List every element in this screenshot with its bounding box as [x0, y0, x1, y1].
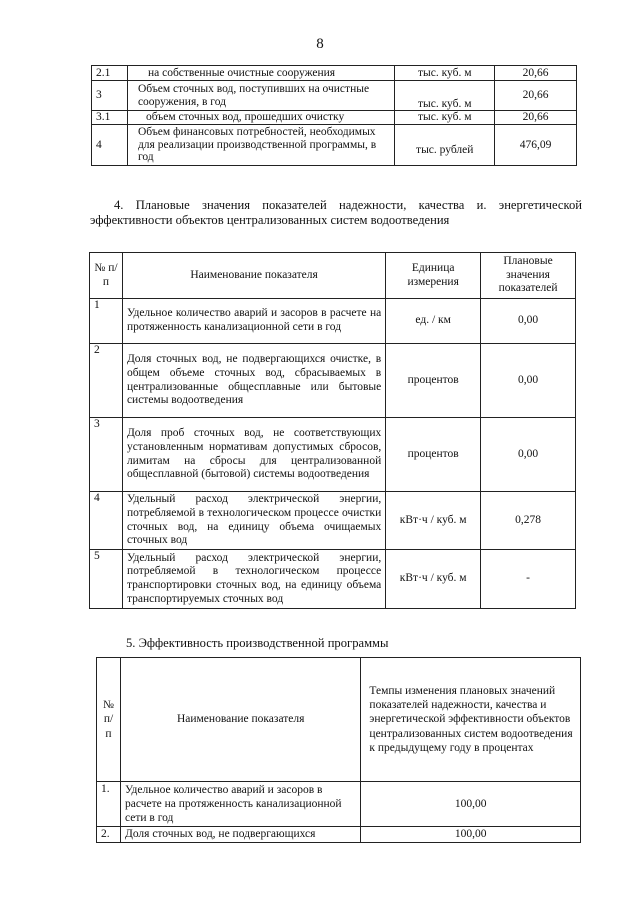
section-5-heading: 5. Эффективность производственной программы — [126, 636, 389, 650]
header-num: № п/п — [90, 253, 123, 299]
unit: тыс. рублей — [395, 125, 495, 166]
indicator-name: объем сточных вод, прошедших очистку — [127, 111, 394, 125]
unit: кВт·ч / куб. м — [386, 492, 481, 550]
indicator-name: Удельное количество аварий и засоров в расчете на протяженность канализационной сети в год — [122, 299, 385, 344]
unit: ед. / км — [386, 299, 481, 344]
reliability-indicators-table — [89, 252, 576, 609]
table-row — [90, 299, 576, 344]
value: 100,00 — [361, 827, 581, 843]
row-number: 3 — [92, 81, 128, 111]
table-header-row — [97, 658, 581, 782]
value: 0,00 — [481, 344, 576, 418]
value: 20,66 — [495, 66, 577, 81]
value: - — [481, 550, 576, 609]
indicator-name: Доля сточных вод, не подвергающихся — [120, 827, 360, 843]
page-number: 8 — [316, 36, 324, 52]
value: 100,00 — [361, 782, 581, 827]
indicator-name: на собственные очистные сооружения — [127, 66, 394, 81]
unit: тыс. куб. м — [395, 81, 495, 111]
unit: процентов — [386, 344, 481, 418]
row-number: 1. — [97, 782, 121, 827]
row-number: 3 — [90, 418, 123, 492]
row-number: 4 — [90, 492, 123, 550]
row-number: 4 — [92, 125, 128, 166]
indicator-name: Удельный расход электрической энергии, потребляемой в технологическом процессе очистки сточных вод, на единицу объема очищаемых сточных вод — [122, 492, 385, 550]
header-value: Плановые значения показателей — [481, 253, 576, 299]
header-value: Темпы изменения плановых значений показателей надежности, качества и энергетической эффективности объектов централизованных систем водоотведения к предыдущему году в процентах — [361, 658, 581, 782]
table-row — [90, 550, 576, 609]
indicator-name: Доля проб сточных вод, не соответствующих установленным нормативам допустимых сбросов, лимитам на сбросы для централизованной общесплавной (бытовой) системы водоотведения — [122, 418, 385, 492]
unit: тыс. куб. м — [395, 66, 495, 81]
header-num: № п/п — [97, 658, 121, 782]
table-row — [92, 125, 577, 166]
row-number: 2.1 — [92, 66, 128, 81]
value: 0,278 — [481, 492, 576, 550]
value: 20,66 — [495, 111, 577, 125]
table-row — [97, 827, 581, 843]
table-row — [90, 418, 576, 492]
table-header-row — [90, 253, 576, 299]
table-row — [97, 782, 581, 827]
header-unit: Единица измерения — [386, 253, 481, 299]
value: 20,66 — [495, 81, 577, 111]
indicator-name: Объем сточных вод, поступивших на очистные сооружения, в год — [127, 81, 394, 111]
indicator-name: Объем финансовых потребностей, необходимых для реализации производственной программы, в год — [127, 125, 394, 166]
table-row — [92, 111, 577, 125]
unit: процентов — [386, 418, 481, 492]
header-name: Наименование показателя — [120, 658, 360, 782]
row-number: 2 — [90, 344, 123, 418]
row-number: 1 — [90, 299, 123, 344]
indicator-name: Доля сточных вод, не подвергающихся очистке, в общем объеме сточных вод, сбрасываемых в централизованные общесплавные или бытовые системы водоотведения — [122, 344, 385, 418]
table-row — [90, 492, 576, 550]
value: 0,00 — [481, 299, 576, 344]
value: 476,09 — [495, 125, 577, 166]
value: 0,00 — [481, 418, 576, 492]
table-row — [92, 81, 577, 111]
header-name: Наименование показателя — [122, 253, 385, 299]
table-row — [90, 344, 576, 418]
row-number: 3.1 — [92, 111, 128, 125]
row-number: 2. — [97, 827, 121, 843]
section-4-heading: 4. Плановые значения показателей надежности, качества и. энергетической эффективности объектов централизованных систем водоотведения — [90, 198, 582, 227]
production-program-table — [91, 65, 577, 166]
row-number: 5 — [90, 550, 123, 609]
unit: кВт·ч / куб. м — [386, 550, 481, 609]
indicator-name: Удельный расход электрической энергии, потребляемой в технологическом процессе транспортировки сточных вод, на единицу объема транспортируемых сточных вод — [122, 550, 385, 609]
table-row — [92, 66, 577, 81]
indicator-name: Удельное количество аварий и засоров в расчете на протяженность канализационной сети в год — [120, 782, 360, 827]
unit: тыс. куб. м — [395, 111, 495, 125]
program-efficiency-table — [96, 657, 581, 843]
